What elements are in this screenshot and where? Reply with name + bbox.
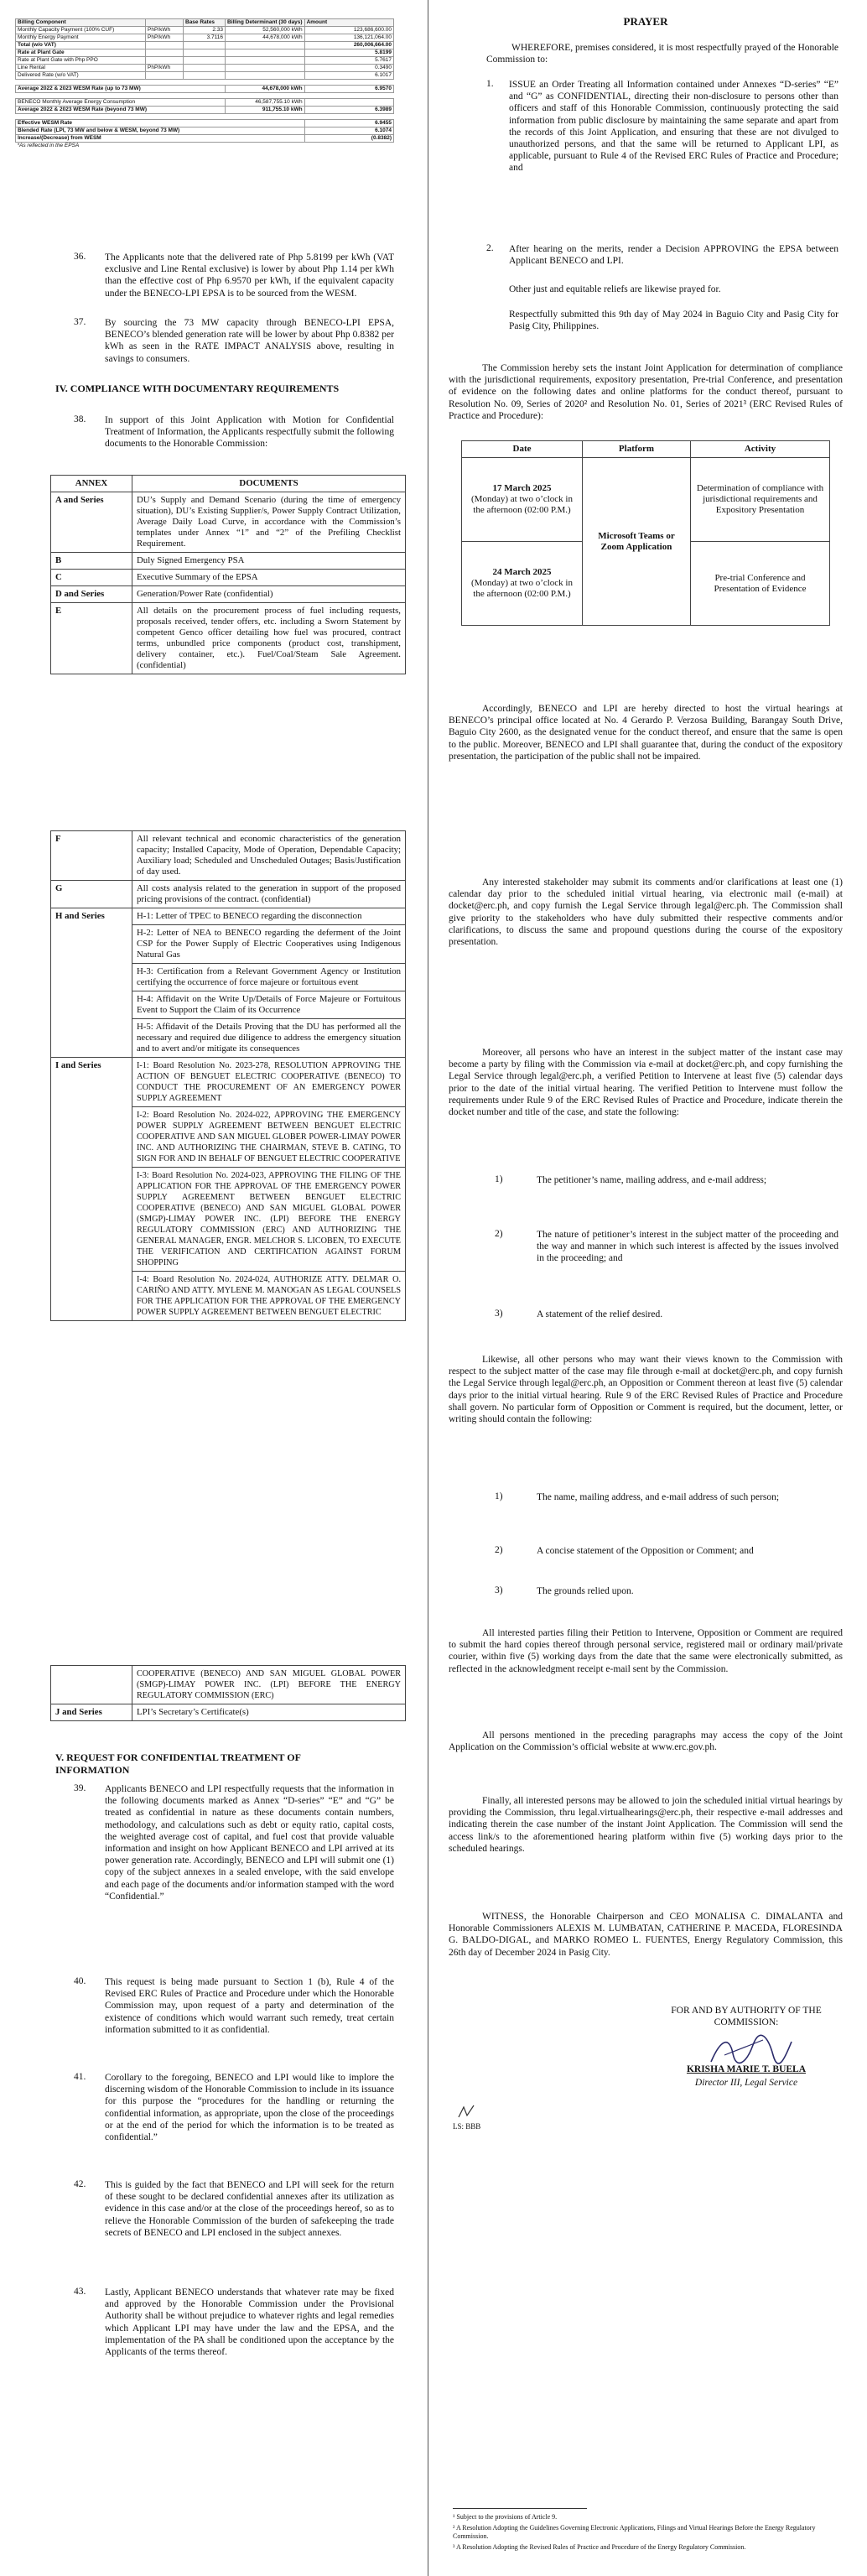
prayer-number: 2.: [486, 243, 494, 253]
billing-row: [16, 42, 394, 49]
annex-doc: I-1: Board Resolution No. 2023-278, RESOLUTION APPROVING THE ACTION OF BENGUET ELECTRIC COOPERATIVE (BENECO) TO CONDUCT THE PROCUREMENT OF AN EMERGENCY POWER SUPPLY AGREEMENT: [132, 1058, 406, 1107]
billing-cell: 123,686,600.00: [304, 27, 393, 34]
annex-key: B: [51, 553, 132, 570]
para-number: 41.: [74, 2072, 86, 2082]
billing-cell: [304, 99, 393, 107]
billing-cell: 6.1074: [304, 127, 393, 135]
schedule-date-sub: (Monday) at two o’clock in the afternoon (02:00 P.M.): [471, 578, 573, 599]
annex-row: [51, 603, 406, 674]
footnote-1: ¹ Subject to the provisions of Article 9.: [453, 2513, 558, 2521]
billing-cell: 46,587,755.10 kWh: [226, 99, 305, 107]
billing-cell: [226, 72, 305, 80]
billing-gap: [16, 80, 394, 86]
list-number: 2): [495, 1545, 503, 1555]
billing-cell: Blended Rate (LPI, 73 MW and below & WESM, beyond 73 MW): [16, 127, 305, 135]
opposition-requirement-1: The name, mailing address, and e-mail address of such person;: [537, 1492, 780, 1502]
paragraph-41: Corollary to the foregoing, BENECO and LPI would like to implore the discerning wisdom of the Honorable Commission to include in its issuance for this purpose the “procedures for the handling or returning the confidential information, as appropriate, upon the close of the proceedings or at the end of the period for which the information is to be treated as confidential.”: [105, 2073, 394, 2143]
intervene-requirement-3: A statement of the relief desired.: [537, 1309, 663, 1319]
billing-cell: [184, 72, 226, 80]
billing-cell: Average 2022 & 2023 WESM Rate (beyond 73 MW): [16, 107, 226, 114]
billing-row: [16, 65, 394, 72]
annex-doc: Executive Summary of the EPSA: [132, 570, 406, 586]
billing-cell: Increase/(Decrease) from WESM: [16, 135, 305, 143]
para-number: 39.: [74, 1783, 86, 1793]
billing-cell: [226, 57, 305, 65]
para-number: 43.: [74, 2287, 86, 2297]
schedule-date-sub: (Monday) at two o’clock in the afternoon (02:00 P.M.): [471, 494, 573, 515]
billing-cell: [226, 49, 305, 57]
billing-cell: PhP/kWh: [146, 27, 184, 34]
schedule-header: Date: [462, 441, 583, 458]
annex-row: [51, 586, 406, 603]
annex-doc: H-3: Certification from a Relevant Government Agency or Institution certifying the occurrence of force majeure or fortuitous event: [132, 964, 406, 991]
annex-key: H and Series: [51, 908, 132, 1058]
hearing-schedule-table: [461, 440, 830, 626]
schedule-row: [462, 458, 830, 542]
stakeholder-paragraph: Any interested stakeholder may submit its comments and/or clarifications at least one (1) calendar day prior to the scheduled initial virtual hearing, via electronic mail (e-mail) at docket@erc.ph, and copy furnish the Legal Service through legal@erc.ph. The Commission shall give priority to the stakeholders who have duly submitted their respective comments and/or clarifications, to discuss the same and propound questions during the course of the expository presentation.: [449, 877, 843, 948]
billing-cell: [184, 42, 226, 49]
annex-row: [51, 881, 406, 908]
para-number: 37.: [74, 317, 86, 327]
annex-row: [51, 553, 406, 570]
billing-header: [146, 19, 184, 27]
annex-key: E: [51, 603, 132, 674]
annex-row: [51, 492, 406, 553]
annex-row: [51, 1704, 406, 1721]
billing-cell: BENECO Monthly Average Energy Consumption: [16, 99, 226, 107]
billing-row: [16, 127, 394, 135]
opposition-paragraph: Likewise, all other persons who may want their views known to the Commission with respect to the subject matter of the case may file through e-mail at docket@erc.ph, and copy furnish the Legal Service through legal@erc.ph, an Opposition or Comment thereon at least five (5) calendar days prior to the initial virtual hearing. Rule 9 of the ERC Revised Rules of Practice and Procedure shall govern. No particular form of Opposition or Comment is required, but the document, letter, or writing should contain the following:: [449, 1355, 843, 1425]
billing-row: [16, 34, 394, 42]
annex-doc: H-2: Letter of NEA to BENECO regarding the deferment of the Joint CSP for the Power Supply of Electric Cooperatives using Indigenous Natural Gas: [132, 925, 406, 964]
billing-cell: 6.3989: [304, 107, 393, 114]
schedule-header-row: [462, 441, 830, 458]
hardcopy-paragraph: All interested parties filing their Petition to Intervene, Opposition or Comment are required to submit the hard copies thereof through personal service, registered mail or ordinary mail/private courier, within five (5) working days from the date that the same were electronically submitted, as reflected in the acknowledgment receipt e-mail sent by the Commission.: [449, 1628, 843, 1674]
billing-cell: 911,755.10 kWh: [226, 107, 305, 114]
billing-row: [16, 120, 394, 127]
annex-table-part3: [50, 1665, 406, 1721]
annex-key: F: [51, 831, 132, 881]
annex-table-part1: [50, 475, 406, 674]
virtual-join-paragraph: Finally, all interested persons may be allowed to join the scheduled initial virtual hearings by providing the Commission, thru legal.virtualhearings@erc.ph, their respective e-mail addresses and indicating therein the case number of the instant Joint Application. The Commission will send the access link/s to the aforementioned hearing platform within five (5) working days prior to the scheduled hearings.: [449, 1796, 843, 1854]
section-heading-iv: IV. COMPLIANCE WITH DOCUMENTARY REQUIREMENTS: [55, 382, 340, 394]
paragraph-40: This request is being made pursuant to Section 1 (b), Rule 4 of the Revised ERC Rules of Practice and Procedure under which the Honorable Commission may, upon request of a party and determination of the existence of conditions which would warrant such remedy, treat certain information submitted to it as confidential.: [105, 1977, 394, 2035]
billing-row: [16, 27, 394, 34]
annex-row: [51, 908, 406, 925]
list-number: 2): [495, 1229, 503, 1239]
billing-cell: 0.3490: [304, 65, 393, 72]
annex-row: [51, 1058, 406, 1107]
intervene-requirement-2: The nature of petitioner’s interest in the subject matter of the proceeding and the way and manner in which such interest is affected by the issues involved in the proceeding; and: [537, 1230, 838, 1264]
paragraph-43: Lastly, Applicant BENECO understands that whatever rate may be fixed and approved by the Honorable Commission under the Provisional Authority shall be without prejudice to whatever rights and legal remedies which Applicant LPI may have under the law and the EPSA, and the implementation of the PA shall be conditioned upon the acceptance by the Applicants of the terms thereof.: [105, 2287, 394, 2358]
billing-cell: [226, 65, 305, 72]
witness-paragraph: WITNESS, the Honorable Chairperson and CEO MONALISA C. DIMALANTA and Honorable Commissioners ALEXIS M. LUMBATAN, CATHERINE P. MACEDA, FLORESINDA G. BALDO-DIGAL, and MARKO ROMEO L. FUENTES, Energy Regulatory Commission, this 26th day of December 2024 in Pasig City.: [449, 1912, 843, 1958]
billing-cell: Monthly Capacity Payment (100% CUF): [16, 27, 146, 34]
para-number: 36.: [74, 252, 86, 262]
paragraph-38: In support of this Joint Application with Motion for Confidential Treatment of Information, the Applicants respectfully submit the following documents to the Honorable Commission:: [105, 415, 394, 450]
list-number: 1): [495, 1491, 503, 1501]
initials-label: LS: BBB: [453, 2122, 481, 2131]
billing-note-row: [16, 143, 394, 150]
billing-cell: [146, 49, 184, 57]
billing-header: Billing Component: [16, 19, 146, 27]
para-number: 42.: [74, 2179, 86, 2189]
schedule-activity: Determination of compliance with jurisdictional requirements and Expository Presentation: [691, 458, 830, 542]
annex-doc: COOPERATIVE (BENECO) AND SAN MIGUEL GLOBAL POWER (SMGP)-LIMAY POWER INC. (LPI) BEFORE THE ENERGY REGULATORY COMMISSION (ERC): [132, 1666, 406, 1704]
billing-cell: 44,678,000 kWh: [226, 86, 305, 93]
billing-row: [16, 86, 394, 93]
billing-cell: [184, 57, 226, 65]
billing-cell: [146, 57, 184, 65]
paragraph-36: The Applicants note that the delivered rate of Php 5.8199 per kWh (VAT exclusive and Line Rental exclusive) is lower by about Php 1.14 per kWh than the effective cost of Php 6.9570 per kWh, if the equivalent capacity under the BENECO-LPI EPSA is to be sourced from the WESM.: [105, 252, 394, 299]
billing-cell: Total (w/o VAT): [16, 42, 146, 49]
footnote-3: ³ A Resolution Adopting the Revised Rules of Practice and Procedure of the Energy Regulatory Commission.: [453, 2543, 746, 2551]
schedule-activity: Pre-trial Conference and Presentation of Evidence: [691, 542, 830, 626]
schedule-date: [462, 542, 583, 626]
paragraph-37: By sourcing the 73 MW capacity through BENECO-LPI EPSA, BENECO’s blended generation rate will be lower by about Php 0.8382 per kWh as seen in the RATE IMPACT ANALYSIS above, resulting in savings to consumers.: [105, 318, 394, 364]
list-number: 3): [495, 1585, 503, 1595]
billing-row: [16, 49, 394, 57]
prayer-other-reliefs: Other just and equitable reliefs are likewise prayed for.: [509, 284, 721, 294]
intervene-paragraph: Moreover, all persons who have an interest in the subject matter of the instant case may become a party by filing with the Commission via e-mail at docket@erc.ph, and copy furnishing the Legal Service through legal@erc.ph, a verified Petition to Intervene at least five (5) calendar days prior to the date of the initial virtual hearing. The verified Petition to Intervene must follow the requirements under Rule 9 of the ERC Revised Rules of Practice and Procedure, indicate therein the docket number and title of the case, and state the following:: [449, 1048, 843, 1118]
billing-cell: 260,006,664.00: [304, 42, 393, 49]
annex-doc: LPI’s Secretary’s Certificate(s): [132, 1704, 406, 1721]
paragraph-39: Applicants BENECO and LPI respectfully requests that the information in the following documents marked as Annex “D-series” “E” and “G” be treated as confidential in nature as these documents contain numbers, methodology, and calculations such as debt or equity ratio, capital costs, the weighted average cost of capital, and fuel cost that provide valuable information and insight on how Applicant BENECO and LPI arrived at its power generation rate. Accordingly, BENECO and LPI will submit one (1) copy of the subject annexes in a sealed envelope, with the said envelope and each page of the documents and/or information stamped with the word “Confidential.”: [105, 1784, 394, 1902]
annex-key: A and Series: [51, 492, 132, 553]
billing-cell: [184, 49, 226, 57]
billing-cell: 44,678,000 kWh: [226, 34, 305, 42]
billing-cell: Effective WESM Rate: [16, 120, 305, 127]
paragraph-42: This is guided by the fact that BENECO and LPI will seek for the return of these sought to be declared confidential annexes after its utilization as evidence in this case and/or at the close of the proceedings hereof, so as to relieve the Honorable Commission of the burden of safekeeping the trade secrets of BENECO and LPI enclosed in the subject annexes.: [105, 2180, 394, 2238]
annex-key: C: [51, 570, 132, 586]
schedule-date-main: 17 March 2025: [492, 483, 552, 493]
billing-cell: Line Rental: [16, 65, 146, 72]
billing-cell: [184, 65, 226, 72]
annex-key: G: [51, 881, 132, 908]
annex-doc: Generation/Power Rate (confidential): [132, 586, 406, 603]
billing-cell: Rate at Plant Gate: [16, 49, 146, 57]
annex-key: D and Series: [51, 586, 132, 603]
billing-row: [16, 72, 394, 80]
billing-header: Billing Determinant (30 days): [226, 19, 305, 27]
annex-key: J and Series: [51, 1704, 132, 1721]
schedule-date: [462, 458, 583, 542]
initials-mark: [457, 2104, 477, 2121]
annex-doc: H-1: Letter of TPEC to BENECO regarding the disconnection: [132, 908, 406, 925]
annex-doc: Duly Signed Emergency PSA: [132, 553, 406, 570]
annex-doc: H-5: Affidavit of the Details Proving that the DU has performed all the necessary and required due diligence to address the emergency situation and to avert and/or mitigate its consequences: [132, 1019, 406, 1058]
schedule-header: Platform: [583, 441, 691, 458]
prayer-submitted: Respectfully submitted this 9th day of May 2024 in Baguio City and Pasig City for Pasig City, Philippines.: [509, 310, 838, 332]
section-heading-v: V. REQUEST FOR CONFIDENTIAL TREATMENT OF INFORMATION: [55, 1751, 301, 1776]
billing-row: [16, 135, 394, 143]
billing-cell: Average 2022 & 2023 WESM Rate (up to 73 MW): [16, 86, 226, 93]
prayer-item-1: ISSUE an Order Treating all Information contained under Annexes “D-series” “E” and “G” as CONFIDENTIAL, directing their non-disclosure to persons other than officers and staff of this Honorable Commission, continuously protecting the said information from public disclosure by maintaining the same separate and apart from the records of this Joint Application, and ensuring that these are not divulged to unauthorized persons, and that the same will be returned to Applicant LPI, as applicable, pursuant to Rule 4 of the Revised ERC Rules of Practice and Procedure; and: [509, 80, 838, 174]
signatory-name: KRISHA MARIE T. BUELA: [686, 2064, 807, 2074]
billing-header: Base Rates: [184, 19, 226, 27]
host-paragraph: Accordingly, BENECO and LPI are hereby directed to host the virtual hearings at BENECO’s principal office located at No. 4 Gerardo P. Verzosa Building, Barangay South Drive, Baguio City 2600, as the designated venue for the conduct thereof, and ensure that the same is open to the public. Moreover, BENECO and LPI shall guarantee that, during the conduct of the expository presentation, the participation of the public shall not be impaired.: [449, 704, 843, 762]
billing-cell: 6.1017: [304, 72, 393, 80]
signatory-title: Director III, Legal Service: [694, 2078, 798, 2088]
opposition-requirement-2: A concise statement of the Opposition or Comment; and: [537, 1546, 754, 1556]
annex-header-row: [51, 476, 406, 492]
annex-row: [51, 831, 406, 881]
schedule-platform: Microsoft Teams or Zoom Application: [583, 458, 691, 626]
billing-cell: Delivered Rate (w/o VAT): [16, 72, 146, 80]
billing-gap: [16, 114, 394, 120]
billing-gap: [16, 93, 394, 99]
prayer-intro: WHEREFORE, premises considered, it is most respectfully prayed of the Honorable Commission to:: [486, 43, 838, 65]
billing-cell: 136,121,064.00: [304, 34, 393, 42]
para-number: 38.: [74, 414, 86, 424]
billing-cell: 2.33: [184, 27, 226, 34]
annex-header: ANNEX: [51, 476, 132, 492]
list-number: 1): [495, 1174, 503, 1184]
annex-row: [51, 1666, 406, 1704]
billing-cell: [146, 72, 184, 80]
billing-cell: 3.7116: [184, 34, 226, 42]
schedule-header: Activity: [691, 441, 830, 458]
billing-cell: PhP/kWh: [146, 65, 184, 72]
billing-cell: 5.8199: [304, 49, 393, 57]
prayer-number: 1.: [486, 79, 494, 89]
annex-header: DOCUMENTS: [132, 476, 406, 492]
annex-row: [51, 570, 406, 586]
annex-doc: I-3: Board Resolution No. 2024-023, APPROVING THE FILING OF THE APPLICATION FOR THE APPROVAL OF THE EMERGENCY POWER SUPPLY AGREEMENT BETWEEN BENGUET ELECTRIC COOPERATIVE (BENECO) AND SAN MIGUEL GLOBAL POWER (SMGP)-LIMAY POWER INC. (LPI) BEFORE THE ENERGY REGULATORY COMMISSION (ERC) AND AUTHORIZING THE GENERAL MANAGER, ENGR. MELCHOR S. LICOBEN, TO EXECUTE THE VERIFICATION AND CERTIFICATION AGAINST FORUM SHOPPING: [132, 1168, 406, 1272]
billing-cell: (0.8382): [304, 135, 393, 143]
annex-table-part2: [50, 830, 406, 1321]
billing-cell: 52,560,000 kWh: [226, 27, 305, 34]
annex-doc: All relevant technical and economic characteristics of the generation capacity; Installed Capacity, Mode of Operation, Dependable Capacity; Auxiliary load; Scheduled and Unscheduled Outages; Basis/Justification of day used.: [132, 831, 406, 881]
billing-cell: 6.9570: [304, 86, 393, 93]
billing-row: [16, 99, 394, 107]
annex-key: I and Series: [51, 1058, 132, 1321]
billing-cell: 6.9455: [304, 120, 393, 127]
annex-doc: I-2: Board Resolution No. 2024-022, APPROVING THE EMERGENCY POWER SUPPLY AGREEMENT BETWEEN BENGUET ELECTRIC COOPERATIVE AND SAN MIGUEL GLOBER POWER-LIMAY POWER INC. AND AUTHORIZING THE CHAIRMAN, STEVE B. CATING, TO SIGN FOR AND IN BEHALF OF BENGUET ELECTRIC COOPERATIVE: [132, 1107, 406, 1168]
annex-doc: All costs analysis related to the generation in support of the proposed pricing provisions of the contract. (confidential): [132, 881, 406, 908]
billing-cell: PhP/kWh: [146, 34, 184, 42]
annex-key: [51, 1666, 132, 1704]
billing-note: *As reflected in the EPSA: [17, 143, 80, 148]
list-number: 3): [495, 1309, 503, 1319]
schedule-date-main: 24 March 2025: [492, 567, 552, 577]
annex-doc: I-4: Board Resolution No. 2024-024, AUTHORIZE ATTY. DELMAR O. CARIÑO AND ATTY. MYLENE M. MANOGAN AS LEGAL COUNSELS FOR THE APPLICATION FOR THE APPROVAL OF THE EMERGENCY POWER SUPPLY AGREEMENT BETWEEN BENGUET ELECTRIC: [132, 1272, 406, 1321]
prayer-heading: PRAYER: [623, 15, 668, 28]
billing-cell: Rate at Plant Gate with Php PPO: [16, 57, 146, 65]
billing-header: Amount: [304, 19, 393, 27]
commission-setting-para: The Commission hereby sets the instant Joint Application for determination of compliance with the jurisdictional requirements, expository presentation, Pre-trial Conference, and presentation of evidence on the following dates and online platforms for the conduct thereof, pursuant to Resolution No. 09, Series of 2020² and Resolution No. 01, Series of 2021³ (ERC Revised Rules of Practice and Procedure):: [449, 363, 843, 421]
billing-header-row: [16, 19, 394, 27]
billing-cell: 5.7617: [304, 57, 393, 65]
billing-cell: Monthly Energy Payment: [16, 34, 146, 42]
opposition-requirement-3: The grounds relied upon.: [537, 1586, 634, 1596]
footnote-2: ² A Resolution Adopting the Guidelines Governing Electronic Applications, Filings and Virtual Hearings Before the Energy Regulatory Commission.: [453, 2524, 816, 2540]
prayer-item-2: After hearing on the merits, render a Decision APPROVING the EPSA between Applicant BENECO and LPI.: [509, 244, 838, 267]
intervene-requirement-1: The petitioner’s name, mailing address, and e-mail address;: [537, 1175, 767, 1185]
billing-row: [16, 57, 394, 65]
billing-cell: [146, 42, 184, 49]
billing-cell: [226, 42, 305, 49]
annex-doc: All details on the procurement process of fuel including requests, proposals received, tender offers, etc. including a Sworn Statement by competent Genco officer detailing how fuel was procured, contract terms, unbundled price components (product cost, transhipment, delivery container, etc.). Fuel/Coal/Steam Sale Agreement. (confidential): [132, 603, 406, 674]
billing-row: [16, 107, 394, 114]
rate-impact-table: [15, 18, 394, 149]
access-paragraph: All persons mentioned in the preceding paragraphs may access the copy of the Joint Application on the Commission’s official website at www.erc.gov.ph.: [449, 1730, 843, 1753]
para-number: 40.: [74, 1976, 86, 1986]
footnote-rule: [453, 2508, 587, 2509]
annex-doc: H-4: Affidavit on the Write Up/Details of Force Majeure or Fortuitous Event to Support the Claim of its Occurrence: [132, 991, 406, 1019]
authority-line: FOR AND BY AUTHORITY OF THE COMMISSION:: [671, 2006, 822, 2028]
annex-doc: DU’s Supply and Demand Scenario (during the time of emergency situation), DU’s Existing Supplier/s, Power Supply Contract Utilization, Average Daily Load Curve, in accordance with the Commission’s templates under Annex “1” and “2” of the Prefiling Checklist Requirement.: [132, 492, 406, 553]
